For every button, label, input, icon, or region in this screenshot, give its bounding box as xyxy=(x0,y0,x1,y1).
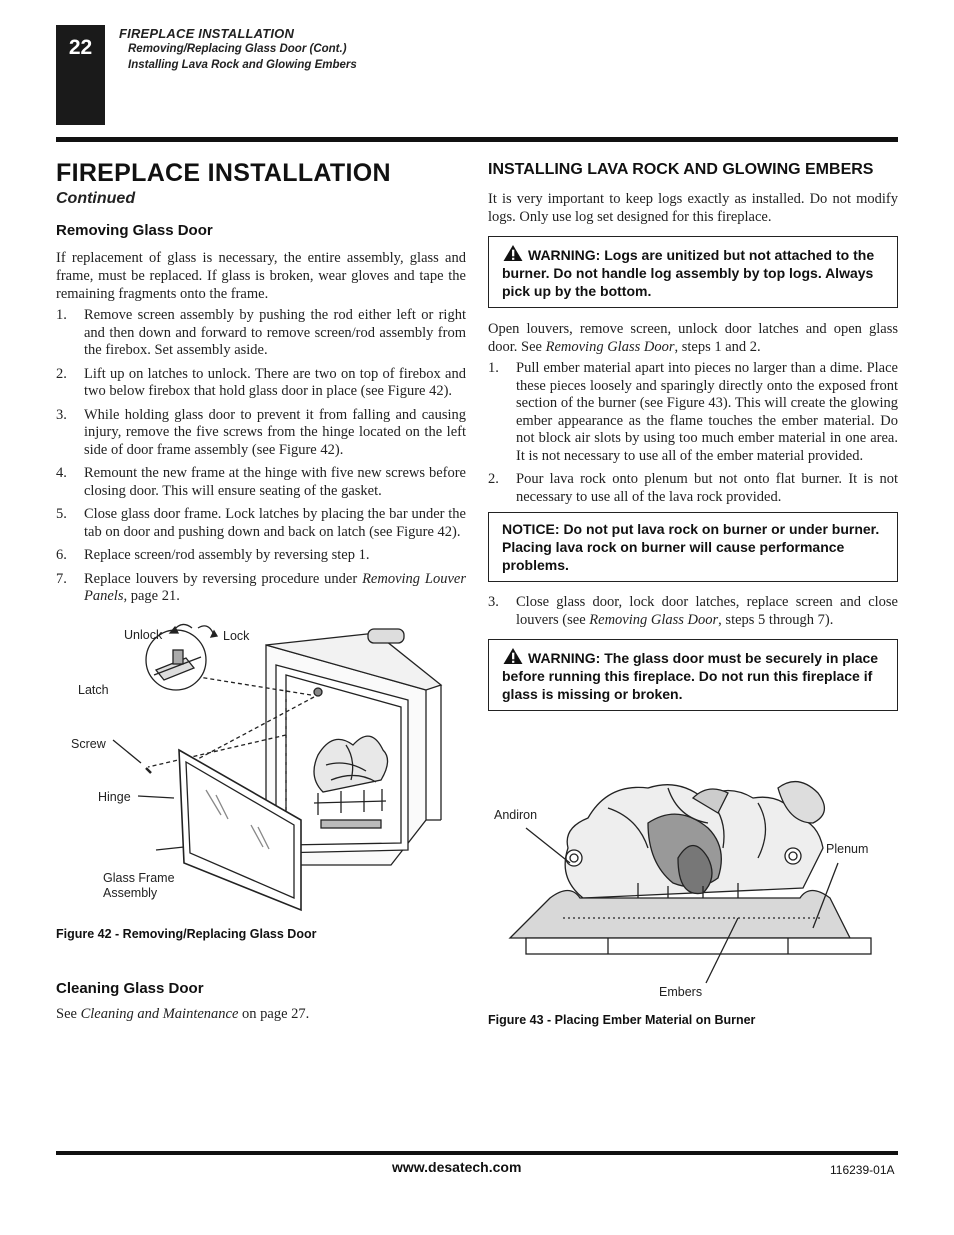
warning-box-logs: WARNING: Logs are unitized but not attached to the burner. Do not handle log assembly by top logs. Always pick up by the bottom. xyxy=(488,236,898,308)
list-item: 6. Replace screen/rod assembly by reversing step 1. xyxy=(56,547,370,563)
list-item: 1. Pull ember material apart into pieces no larger than a dime. Place these pieces loosely and sparingly directly onto the exposed front section of the burner (see Figure 43). This will create the glowing ember appearance as the flame touches the ember material. Do not block air slots by using too much ember material in one area. It is not necessary to use all of the ember material provided. xyxy=(488,360,898,464)
list-item: 4. Remount the new frame at the hinge with five new screws before closing door. This will ensure seating of the gasket. xyxy=(56,465,466,499)
running-header-sub-2: Installing Lava Rock and Glowing Embers xyxy=(128,59,357,71)
list-item: 5. Close glass door frame. Lock latches by placing the bar under the tab on door and pushing down and back on latch (see Figure 42). xyxy=(56,506,466,540)
open-louvers-text: Open louvers, remove screen, unlock door latches and open glass door. See Removing Glass Door, steps 1 and 2. xyxy=(488,321,898,355)
label-lock: Lock xyxy=(223,629,250,643)
footer-website-link[interactable]: www.desatech.com xyxy=(392,1159,522,1175)
list-item: 2. Pour lava rock onto plenum but not onto flat burner. It is not necessary to use all of the lava rock provided. xyxy=(488,471,898,505)
cross-reference: Removing Glass Door xyxy=(589,611,719,628)
page-title: FIREPLACE INSTALLATION xyxy=(56,159,391,187)
cross-reference: Removing Louver Panels, xyxy=(84,570,466,604)
notice-box: NOTICE: Do not put lava rock on burner or under burner. Placing lava rock on burner will cause performance problems. xyxy=(488,512,898,582)
figure-42-caption: Figure 42 - Removing/Replacing Glass Door xyxy=(56,927,317,941)
label-glass-frame-assembly: Glass Frame Assembly xyxy=(103,871,175,900)
list-item: 2. Lift up on latches to unlock. There are two on top of firebox and two below firebox that hold glass door in place (see Figure 42). xyxy=(56,365,466,399)
label-unlock: Unlock xyxy=(124,628,163,642)
label-hinge: Hinge xyxy=(98,790,131,804)
cleaning-section xyxy=(56,968,466,1027)
warning-box-glass: WARNING: The glass door must be securely in place before running this fireplace. Do not run this fireplace if glass is missing or broken. xyxy=(488,639,898,711)
figure-43-caption: Figure 43 - Placing Ember Material on Burner xyxy=(488,1013,756,1027)
continued-label: Continued xyxy=(56,190,136,207)
running-header-sub-1: Removing/Replacing Glass Door (Cont.) xyxy=(128,43,347,55)
label-plenum: Plenum xyxy=(826,842,869,856)
lava-rock-steps xyxy=(488,360,898,506)
list-item: 1. Remove screen assembly by pushing the rod either left or right and then down and forward to remove screen/rod assembly from the firebox. Set assembly aside. xyxy=(56,307,466,358)
burner-illustration xyxy=(488,768,898,993)
figure-43 xyxy=(488,768,898,1033)
lava-rock-heading: INSTALLING LAVA ROCK AND GLOWING EMBERS xyxy=(488,161,874,178)
page-number: 22 xyxy=(56,25,105,125)
warning-icon xyxy=(502,244,524,262)
footer-rule xyxy=(56,1151,898,1155)
removing-glass-door-heading: Removing Glass Door xyxy=(56,222,213,239)
figure-42 xyxy=(56,615,466,945)
list-item: 7. Replace louvers by reversing procedure under Removing Louver Panels, page 21. xyxy=(56,570,466,604)
cleaning-text: See Cleaning and Maintenance on page 27. xyxy=(56,1006,310,1022)
lava-rock-intro: It is very important to keep logs exactly as installed. Do not modify logs. Only use log set designed for this fireplace. xyxy=(488,191,898,225)
glass-door-illustration xyxy=(56,615,466,915)
lava-rock-step-3 xyxy=(488,594,898,629)
footer-document-code: 116239-01A xyxy=(830,1163,895,1177)
left-column xyxy=(56,150,466,612)
list-item: 3. While holding glass door to prevent it from falling and causing injury, remove the five screws from the hinge located on the left side of door frame assembly (see Figure 42). xyxy=(56,406,466,458)
running-header-section: FIREPLACE INSTALLATION xyxy=(119,26,295,41)
warning-icon xyxy=(502,647,524,665)
removing-intro: If replacement of glass is necessary, the entire assembly, glass and frame, must be replaced. If glass is broken, wear gloves and tape the remaining fragments onto the frame. xyxy=(56,250,466,302)
header-rule xyxy=(56,137,898,142)
label-embers: Embers xyxy=(659,985,703,999)
cross-reference: Cleaning and Maintenance xyxy=(80,1006,239,1022)
label-screw: Screw xyxy=(71,737,106,751)
cleaning-heading: Cleaning Glass Door xyxy=(56,980,204,997)
label-andiron: Andiron xyxy=(494,808,538,822)
right-column xyxy=(488,150,898,723)
cross-reference: Removing Glass Door xyxy=(545,339,675,355)
removing-steps xyxy=(56,307,466,606)
list-item: 3. Close glass door, lock door latches, replace screen and close louvers (see Removing Glass Door, steps 5 through 7). xyxy=(488,594,898,628)
running-header xyxy=(119,26,357,73)
label-latch: Latch xyxy=(78,683,109,697)
